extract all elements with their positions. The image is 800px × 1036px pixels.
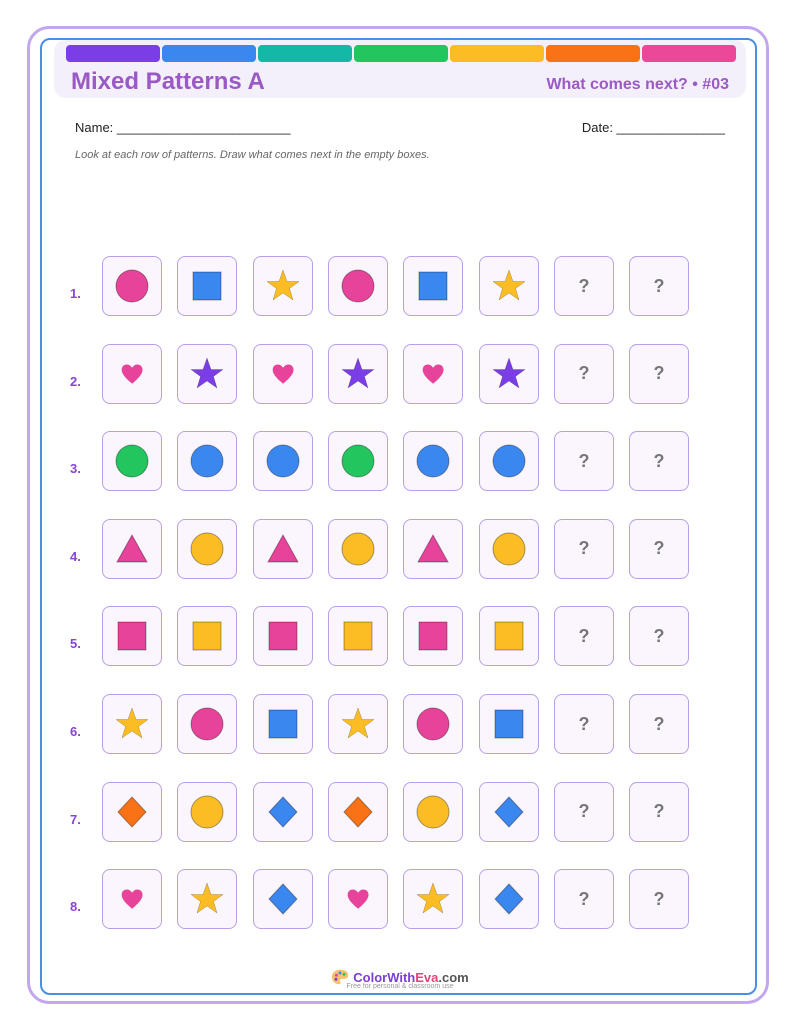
answer-box[interactable] [629, 694, 689, 754]
pattern-cell [102, 782, 162, 842]
pattern-cell [328, 431, 388, 491]
answer-box[interactable] [629, 344, 689, 404]
question-mark: ? [578, 713, 590, 734]
row-number: 6. [70, 724, 81, 739]
heart-icon [341, 882, 375, 916]
circle-icon [492, 532, 526, 566]
question-mark: ? [653, 888, 665, 909]
pattern-cell [102, 431, 162, 491]
color-stripe [258, 45, 352, 62]
square-icon [266, 619, 300, 653]
pattern-cell [102, 256, 162, 316]
square-icon [416, 269, 450, 303]
diamond-icon [341, 795, 375, 829]
circle-icon [492, 444, 526, 478]
pattern-row [0, 869, 800, 931]
pattern-cell [328, 782, 388, 842]
pattern-cell [479, 519, 539, 579]
row-number: 4. [70, 548, 81, 564]
square-icon [266, 707, 300, 741]
footer-tagline: Free for personal & classroom use [346, 983, 454, 990]
answer-box[interactable] [629, 519, 689, 579]
color-stripe [450, 45, 544, 62]
heart-icon [266, 357, 300, 391]
pattern-cell [403, 431, 463, 491]
pattern-row [0, 519, 800, 581]
pattern-cell [177, 431, 237, 491]
brand-part-eva: Eva [415, 969, 439, 985]
heart-icon [416, 357, 450, 391]
pattern-cell [479, 782, 539, 842]
pattern-row [0, 344, 800, 406]
question-mark: ? [578, 801, 590, 822]
triangle-icon [416, 532, 450, 566]
answer-box[interactable] [554, 519, 614, 579]
color-stripes [66, 45, 736, 62]
answer-box[interactable] [629, 782, 689, 842]
brand-part-with: With [387, 969, 416, 985]
pattern-cell [479, 694, 539, 754]
star-icon [341, 357, 375, 391]
pattern-cell [403, 782, 463, 842]
question-mark: ? [578, 275, 590, 296]
pattern-cell [328, 344, 388, 404]
pattern-cell [102, 344, 162, 404]
pattern-cell [328, 694, 388, 754]
pattern-row [0, 694, 800, 756]
heart-icon [115, 882, 149, 916]
question-mark: ? [653, 713, 665, 734]
answer-box[interactable] [554, 606, 614, 666]
question-mark: ? [578, 888, 590, 909]
heart-icon [115, 357, 149, 391]
date-field[interactable]: Date: _______________ [581, 120, 725, 135]
star-icon [341, 707, 375, 741]
pattern-cell [403, 869, 463, 929]
pattern-cell [253, 606, 313, 666]
star-icon [190, 357, 224, 391]
row-number: 5. [70, 636, 81, 652]
diamond-icon [266, 795, 300, 829]
star-icon [115, 707, 149, 741]
page-title: Mixed Patterns A [71, 68, 265, 95]
pattern-cell [328, 869, 388, 929]
question-mark: ? [653, 450, 665, 471]
circle-icon [416, 795, 450, 829]
question-mark: ? [578, 538, 590, 559]
pattern-row [0, 256, 800, 318]
diamond-icon [492, 882, 526, 916]
pattern-cell [177, 519, 237, 579]
pattern-cell [102, 869, 162, 929]
star-icon [492, 357, 526, 391]
question-mark: ? [578, 363, 590, 384]
pattern-cell [177, 782, 237, 842]
name-field[interactable]: Name: ________________________ [75, 120, 291, 135]
star-icon [492, 269, 526, 303]
pattern-cell [253, 694, 313, 754]
circle-icon [190, 444, 224, 478]
circle-icon [190, 795, 224, 829]
circle-icon [190, 532, 224, 566]
circle-icon [341, 444, 375, 478]
page-subtitle: What comes next? • #03 [546, 76, 729, 93]
triangle-icon [266, 532, 300, 566]
question-mark: ? [653, 363, 665, 384]
row-number: 8. [70, 899, 81, 915]
pattern-cell [177, 344, 237, 404]
question-mark: ? [578, 625, 590, 646]
pattern-cell [177, 256, 237, 316]
instructions-text: Look at each row of patterns. Draw what comes next in the empty boxes. [75, 149, 430, 161]
circle-icon [266, 444, 300, 478]
square-icon [492, 619, 526, 653]
pattern-cell [102, 694, 162, 754]
pattern-row [0, 782, 800, 844]
row-number: 1. [70, 286, 81, 301]
answer-box[interactable] [554, 694, 614, 754]
pattern-cell [253, 869, 313, 929]
square-icon [416, 619, 450, 653]
color-stripe [642, 45, 736, 62]
pattern-cell [403, 694, 463, 754]
answer-box[interactable] [629, 431, 689, 491]
answer-box[interactable] [554, 869, 614, 929]
pattern-cell [177, 694, 237, 754]
page-inner-border [40, 38, 757, 995]
pattern-cell [403, 256, 463, 316]
pattern-cell [328, 256, 388, 316]
answer-box[interactable] [629, 869, 689, 929]
question-mark: ? [653, 801, 665, 822]
square-icon [115, 619, 149, 653]
square-icon [492, 707, 526, 741]
diamond-icon [492, 795, 526, 829]
pattern-cell [479, 344, 539, 404]
square-icon [341, 619, 375, 653]
circle-icon [115, 444, 149, 478]
pattern-cell [253, 256, 313, 316]
answer-box[interactable] [554, 256, 614, 316]
pattern-cell [102, 519, 162, 579]
pattern-row [0, 431, 800, 493]
brand-part-color: Color [353, 969, 388, 985]
triangle-icon [115, 532, 149, 566]
answer-box[interactable] [554, 344, 614, 404]
pattern-cell [177, 606, 237, 666]
circle-icon [416, 444, 450, 478]
answer-box[interactable] [629, 606, 689, 666]
pattern-cell [253, 782, 313, 842]
color-stripe [354, 45, 448, 62]
pattern-cell [253, 519, 313, 579]
color-stripe [162, 45, 256, 62]
pattern-cell [328, 606, 388, 666]
question-mark: ? [653, 625, 665, 646]
brand-part-domain: .com [438, 969, 469, 985]
pattern-cell [328, 519, 388, 579]
color-stripe [66, 45, 160, 62]
star-icon [266, 269, 300, 303]
circle-icon [115, 269, 149, 303]
pattern-cell [479, 431, 539, 491]
color-stripe [546, 45, 640, 62]
star-icon [190, 882, 224, 916]
pattern-cell [403, 606, 463, 666]
diamond-icon [115, 795, 149, 829]
row-number: 3. [70, 461, 81, 477]
question-mark: ? [653, 538, 665, 559]
row-number: 2. [70, 373, 81, 389]
diamond-icon [266, 882, 300, 916]
square-icon [190, 269, 224, 303]
pattern-cell [253, 344, 313, 404]
pattern-cell [479, 869, 539, 929]
answer-box[interactable] [554, 782, 614, 842]
pattern-row [0, 606, 800, 668]
pattern-cell [177, 869, 237, 929]
circle-icon [341, 269, 375, 303]
row-number: 7. [70, 811, 81, 827]
circle-icon [190, 707, 224, 741]
pattern-cell [479, 256, 539, 316]
circle-icon [416, 707, 450, 741]
answer-box[interactable] [629, 256, 689, 316]
pattern-cell [102, 606, 162, 666]
question-mark: ? [578, 450, 590, 471]
pattern-cell [479, 606, 539, 666]
pattern-cell [253, 431, 313, 491]
pattern-cell [403, 519, 463, 579]
pattern-cell [403, 344, 463, 404]
question-mark: ? [653, 275, 665, 296]
square-icon [190, 619, 224, 653]
answer-box[interactable] [554, 431, 614, 491]
star-icon [416, 882, 450, 916]
circle-icon [341, 532, 375, 566]
